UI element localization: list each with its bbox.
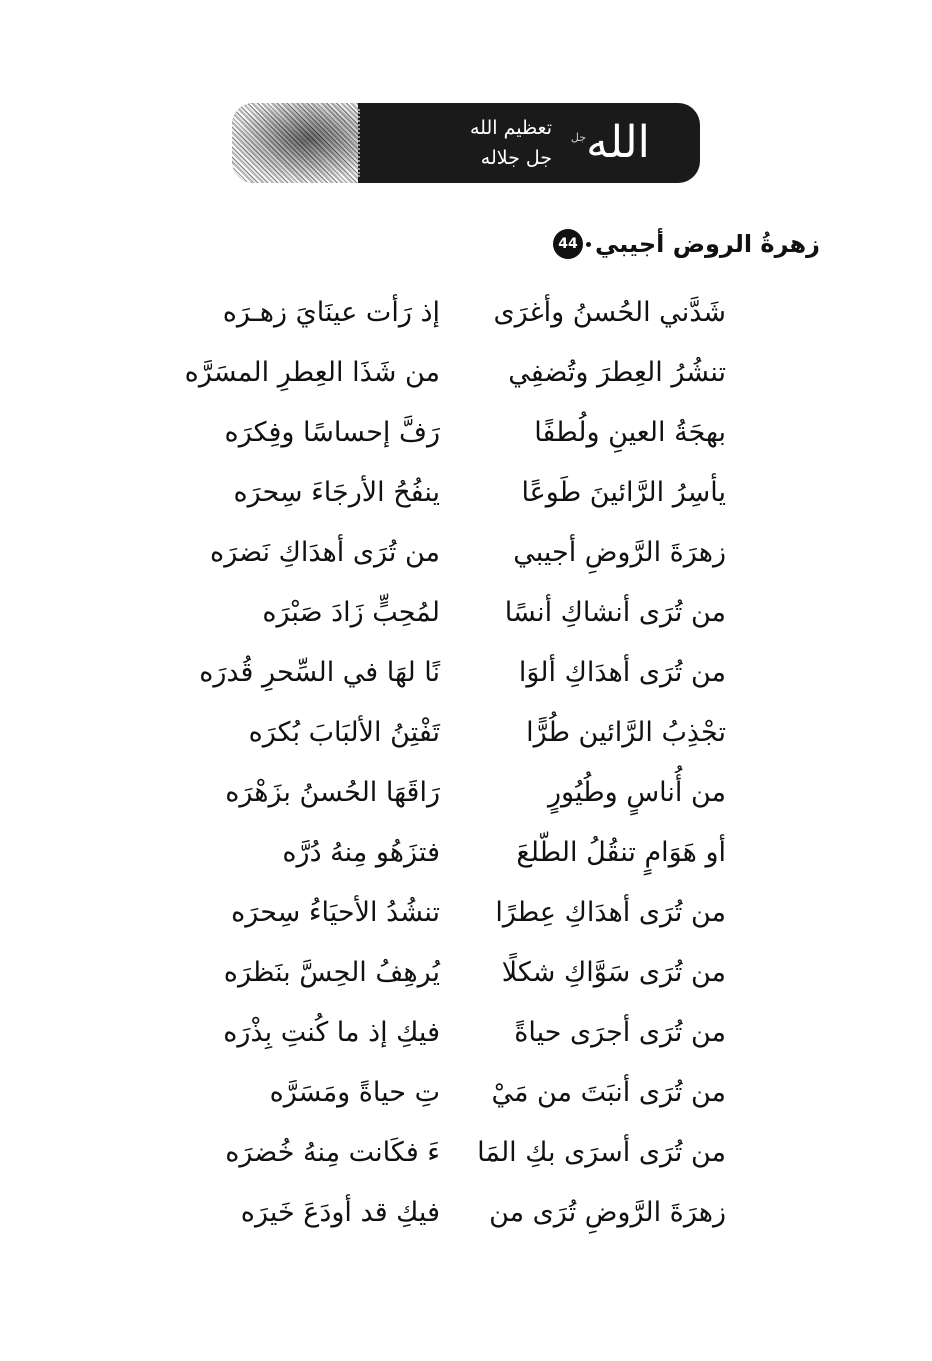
verse: [0, 288, 932, 338]
verse-second-hemistich: تَفْتِنُ الألبَابَ بُكرَه: [248, 717, 440, 748]
verse-first-hemistich: من تُرَى سَوَّاكِ شكلًا: [501, 957, 726, 988]
verse: [0, 348, 932, 398]
verse-first-hemistich: يأسِرُ الرَّائينَ طَوعًا: [521, 477, 726, 508]
verse-second-hemistich: ينفُحُ الأرجَاءَ سِحرَه: [233, 477, 440, 508]
verse-second-hemistich: فيكِ قد أودَعَ خَيرَه: [240, 1197, 440, 1228]
verse: [0, 468, 932, 518]
poem-number: 44: [558, 236, 578, 252]
verse-first-hemistich: تجْذِبُ الرَّائين طُرًّا: [526, 717, 726, 748]
verse-second-hemistich: تنشُدُ الأحيَاءُ سِحرَه: [231, 897, 440, 928]
verse-first-hemistich: من تُرَى أنشاكِ أنسًا: [504, 597, 726, 628]
verse: [0, 528, 932, 578]
banner-title-line1: تعظيم الله: [469, 117, 552, 139]
verse: [0, 768, 932, 818]
verse-second-hemistich: نًا لهَا في السِّحرِ قُدرَه: [199, 657, 440, 688]
banner-photo: [232, 103, 358, 183]
verse-first-hemistich: من تُرَى أهدَاكِ عِطرًا: [495, 897, 726, 928]
verse: [0, 648, 932, 698]
calligraphy-logo: الله: [586, 117, 650, 168]
verse-second-hemistich: فتزَهُو مِنهُ دُرَّه: [282, 837, 440, 868]
verse: [0, 948, 932, 998]
verse: [0, 888, 932, 938]
verse-first-hemistich: شَدَّني الحُسنُ وأغرَى: [493, 297, 726, 328]
verse-second-hemistich: رَفَّ إحساسًا وفِكرَه: [224, 417, 440, 448]
verse-first-hemistich: بهجَةُ العينِ ولُطفًا: [534, 417, 726, 448]
verse-first-hemistich: من تُرَى أسرَى بكِ المَا: [477, 1137, 726, 1168]
verse-first-hemistich: أو هَوَامٍ تنقُلُ الطّلعَ: [516, 837, 726, 868]
verse-first-hemistich: زهرَةَ الرَّوضِ تُرَى من: [489, 1197, 726, 1228]
verse: [0, 1068, 932, 1118]
verse-first-hemistich: من تُرَى أنبَتَ من مَيْ: [491, 1077, 726, 1108]
verse: [0, 828, 932, 878]
verse-second-hemistich: من تُرَى أهدَاكِ نَضرَه: [210, 537, 440, 568]
calligraphy-logo-small: جل: [570, 131, 586, 144]
verse-second-hemistich: إذ رَأت عينَايَ زهـرَه: [222, 297, 440, 328]
verse-second-hemistich: من شَذَا العِطرِ المسَرَّه: [184, 357, 440, 388]
poem-number-badge: [553, 229, 583, 259]
verse-first-hemistich: تنشُرُ العِطرَ وتُضفِي: [508, 357, 726, 388]
banner-title-line2: جل جلاله: [480, 147, 552, 169]
poem-title: زهرةُ الروض أجيبي: [594, 230, 820, 258]
verse-second-hemistich: يُرهِفُ الحِسَّ بنَظرَه: [223, 957, 440, 988]
verse-second-hemistich: تِ حياةً ومَسَرَّه: [269, 1077, 440, 1108]
banner-divider: [358, 109, 360, 177]
verse: [0, 588, 932, 638]
verse: [0, 1188, 932, 1238]
verse-second-hemistich: لمُحِبٍّ زَادَ صَبْرَه: [262, 597, 440, 628]
verse-first-hemistich: زهرَةَ الرَّوضِ أجيبي: [513, 537, 726, 568]
verse: [0, 1128, 932, 1178]
verse: [0, 1008, 932, 1058]
verse-first-hemistich: من تُرَى أهدَاكِ ألوَا: [518, 657, 726, 688]
verse: [0, 408, 932, 458]
verse-second-hemistich: رَاقَهَا الحُسنُ بزَهْرَه: [225, 777, 440, 808]
verse-second-hemistich: ءَ فكَانت مِنهُ خُضرَه: [225, 1137, 440, 1168]
header-banner: [232, 103, 700, 183]
verse: [0, 708, 932, 758]
verse-second-hemistich: فيكِ إذ ما كُنتِ بِذْرَه: [223, 1017, 440, 1048]
bullet-dot-icon: [586, 242, 591, 247]
verse-first-hemistich: من أُناسٍ وطُيُورٍ: [547, 777, 726, 808]
verse-first-hemistich: من تُرَى أجرَى حياةً: [514, 1017, 726, 1048]
poem-title-row: [553, 222, 820, 266]
